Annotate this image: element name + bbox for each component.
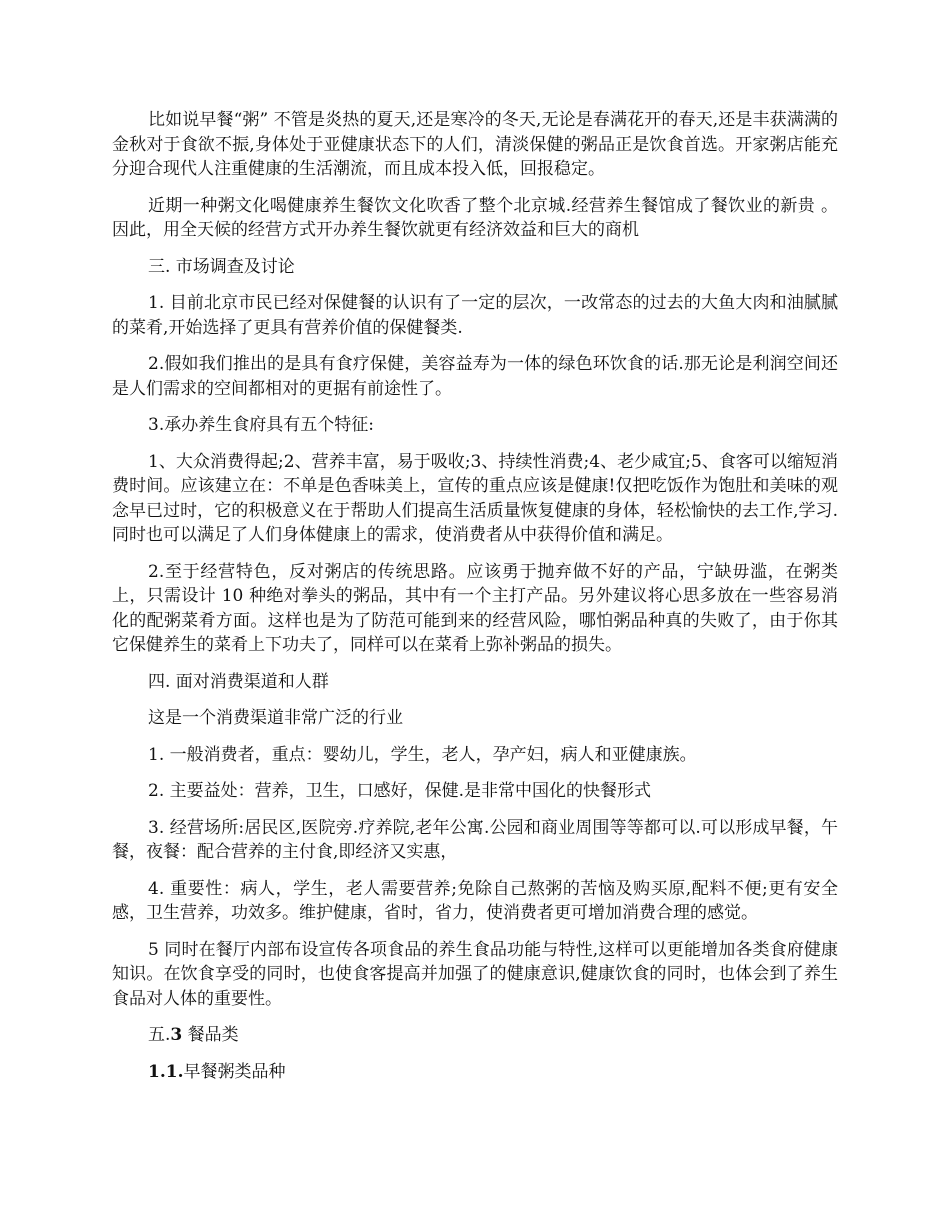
paragraph-channel-point-2: 2. 主要益处：营养，卫生，口感好，保健.是非常中国化的快餐形式 — [148, 781, 652, 801]
paragraph-channel-point-4: 4. 重要性：病人，学生，老人需要营养;免除自己熬粥的苦恼及购买原,配料不便;更有安全感，卫生营养，功效多。维护健康，省时，省力，使消费者更可增加消费合理的感觉。 — [112, 878, 838, 923]
paragraph-breakfast-congee: 比如说早餐“粥” 不管是炎热的夏天,还是寒冷的冬天,无论是春满花开的春天,还是丰获满满的金秋对于食欲不振,身体处于亚健康状态下的人们，清淡保健的粥品正是饮食首选。开家粥店能充分迎合现代人注重健康的生活潮流，而且成本投入低，回报稳定。 — [112, 110, 838, 179]
heading-5-bold-number: 3 — [170, 1025, 183, 1045]
paragraph-market-point-2: 2.假如我们推出的是具有食疗保健，美容益寿为一体的绿色环饮食的话.那无论是利润空间还是人们需求的空间都相对的更据有前途性了。 — [112, 354, 838, 399]
section-heading-consumer-channels: 四. 面对消费渠道和人群 — [148, 671, 329, 692]
paragraph-channel-point-5: 5 同时在餐厅内部布设宣传各项食品的养生食品功能与特性,这样可以更能增加各类食府健康知识。在饮食享受的同时，也使食客提高并加强了的健康意识,健康饮食的同时，也体会到了养生食品对人体的重要性。 — [112, 939, 838, 1009]
paragraph-congee-culture: 近期一种粥文化喝健康养生餐饮文化吹香了整个北京城.经营养生餐馆成了餐饮业的新贵 。因此，用全天候的经营方式开办养生餐饮就更有经济效益和巨大的商机 — [112, 195, 838, 240]
paragraph-business-features: 2.至于经营特色，反对粥店的传统思路。应该勇于抛弃做不好的产品，宁缺毋滥，在粥类上，只需设计 10 种绝对拳头的粥品，其中有一个主打产品。另外建议将心思多放在一些容易消化的配粥菜肴方面。这样也是为了防范可能到来的经营风险，哪怕粥品种真的失败了，由于你其它保健养生的菜肴上下功夫了，同样可以在菜肴上弥补粥品的损失。 — [112, 561, 838, 655]
paragraph-market-point-3: 3.承办养生食府具有五个特征: — [148, 415, 374, 435]
subheading-text: 早餐粥类品种 — [183, 1061, 286, 1082]
heading-5-text: 餐品类 — [182, 1025, 239, 1045]
subsection-heading-breakfast-congee — [112, 1060, 838, 1085]
section-heading-market-research: 三. 市场调查及讨论 — [148, 256, 295, 277]
paragraph-channel-point-3: 3. 经营场所:居民区,医院旁.疗养院,老年公寓.公园和商业周围等等都可以.可以形成早餐，午餐，夜餐：配合营养的主付食,即经济又实惠， — [112, 817, 838, 862]
paragraph-channel-point-1: 1. 一般消费者，重点：婴幼儿，学生，老人，孕产妇，病人和亚健康族。 — [148, 744, 697, 765]
paragraph-five-features: 1、大众消费得起;2、营养丰富，易于吸收;3、持续性消费;4、老少咸宜;5、食客可以缩短消费时间。应该建立在：不单是色香味美上，宣传的重点应该是健康!仅把吃饭作为饱肚和美味的观念早已过时，它的积极意义在于帮助人们提高生活质量恢复健康的身体，轻松愉快的去工作,学习.同时也可以满足了人们身体健康上的需求，使消费者从中获得价值和满足。 — [112, 451, 838, 545]
subheading-number: 1.1. — [148, 1061, 184, 1082]
section-heading-menu-categories — [112, 1023, 838, 1048]
heading-5-prefix: 五. — [148, 1025, 171, 1045]
document-body — [112, 108, 838, 1096]
paragraph-market-point-1: 1. 目前北京市民已经对保健餐的认识有了一定的层次，一改常态的过去的大鱼大肉和油腻腻的菜肴,开始选择了更具有营养价值的保健餐类. — [112, 293, 838, 338]
paragraph-channel-intro: 这是一个消费渠道非常广泛的行业 — [148, 708, 403, 728]
